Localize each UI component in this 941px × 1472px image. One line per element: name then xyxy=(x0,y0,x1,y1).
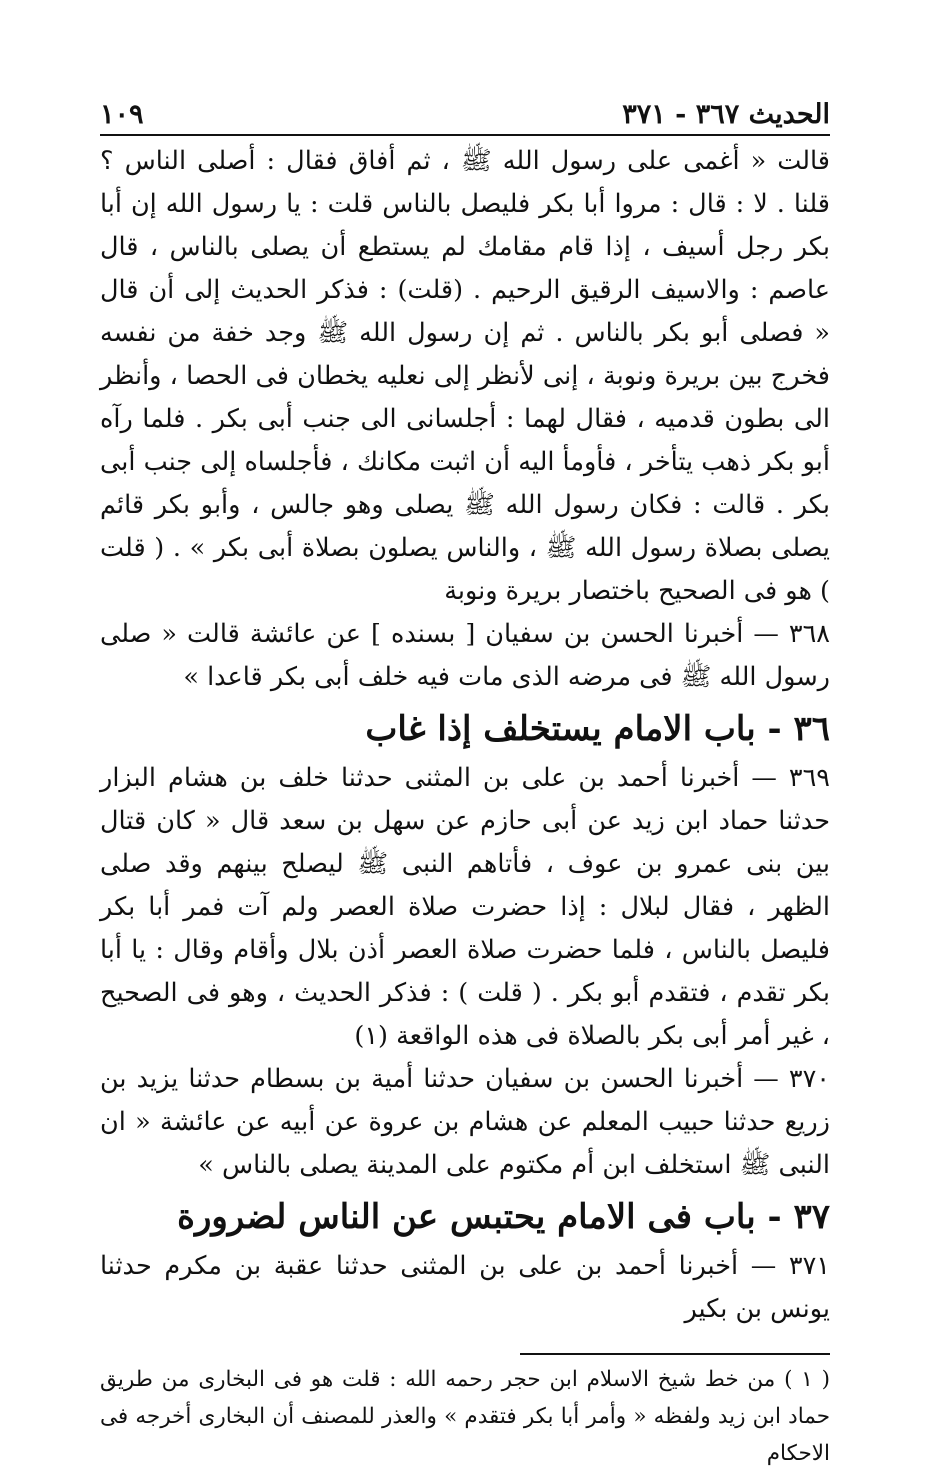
header-divider xyxy=(100,134,830,136)
footnote-divider xyxy=(520,1353,830,1355)
running-header xyxy=(100,90,830,130)
paragraph-hadith-368: ٣٦٨ — أخبرنا الحسن بن سفيان [ بسنده ] عن عائشة قالت « صلى رسول الله ﷺ فى مرضه الذى مات فيه خلف أبى بكر قاعدا » xyxy=(100,619,830,692)
book-page xyxy=(100,90,830,1472)
running-header-title: الحديث ٣٦٧ - ٣٧١ xyxy=(622,99,830,130)
main-text xyxy=(100,140,830,1331)
paragraph-hadith-367-end: قالت « أغمى على رسول الله ﷺ ، ثم أفاق فقال : أصلى الناس ؟ قلنا . لا : قال : مروا أبا بكر فليصل بالناس قلت : يا رسول الله إن أبا بكر رجل أسيف ، إذا قام مقامك لم يستطع أن يصلى بالناس ، قال عاصم : والاسيف الرقيق الرحيم . (قلت) : فذكر الحديث إلى أن قال « فصلى أبو بكر بالناس . ثم إن رسول الله ﷺ وجد خفة من نفسه فخرج بين بريرة ونوبة ، إنى لأنظر إلى نعليه يخطان فى الحصا ، وأنظر الى بطون قدميه ، فقال لهما : أجلسانى الى جنب أبى بكر . فلما رآه أبو بكر ذهب يتأخر ، فأومأ اليه أن اثبت مكانك ، فأجلساه إلى جنب أبى بكر . قالت : فكان رسول الله ﷺ يصلى وهو جالس ، وأبو بكر قائم يصلى بصلاة رسول الله ﷺ ، والناس يصلون بصلاة أبى بكر » . ( قلت ) هو فى الصحيح باختصار بريرة ونوبة xyxy=(100,146,830,606)
paragraph-hadith-369: ٣٦٩ — أخبرنا أحمد بن على بن المثنى حدثنا خلف بن هشام البزار حدثنا حماد ابن زيد عن أبى حازم عن سهل بن سعد قال « كان قتال بين بنى عمرو بن عوف ، فأتاهم النبى ﷺ ليصلح بينهم وقد صلى الظهر ، فقال لبلال : إذا حضرت صلاة العصر ولم آت فمر أبا بكر فليصل بالناس ، فلما حضرت صلاة العصر أذن بلال وأقام وقال : يا أبا بكر تقدم ، فتقدم أبو بكر . ( قلت ) : فذكر الحديث ، وهو فى الصحيح ، غير أمر أبى بكر بالصلاة فى هذه الواقعة (١) xyxy=(100,763,830,1051)
chapter-heading-36: ٣٦ - باب الامام يستخلف إذا غاب xyxy=(365,709,830,749)
page-number: ١٠٩ xyxy=(100,99,144,130)
chapter-heading-37: ٣٧ - باب فى الامام يحتبس عن الناس لضرورة xyxy=(177,1197,830,1237)
paragraph-hadith-370: ٣٧٠ — أخبرنا الحسن بن سفيان حدثنا أمية بن بسطام حدثنا يزيد بن زريع حدثنا حبيب المعلم عن هشام بن عروة عن أبيه عن عائشة « ان النبى ﷺ استخلف ابن أم مكتوم على المدينة يصلى بالناس » xyxy=(100,1064,830,1180)
footnote-1: ( ١ ) من خط شيخ الاسلام ابن حجر رحمه الله : قلت هو فى البخارى من طريق حماد ابن زيد ولفظه « وأمر أبا بكر فتقدم » والعذر للمصنف أن البخارى أخرجه فى الاحكام xyxy=(100,1367,830,1466)
paragraph-hadith-371: ٣٧١ — أخبرنا أحمد بن على بن المثنى حدثنا عقبة بن مكرم حدثنا يونس بن بكير xyxy=(100,1251,830,1324)
